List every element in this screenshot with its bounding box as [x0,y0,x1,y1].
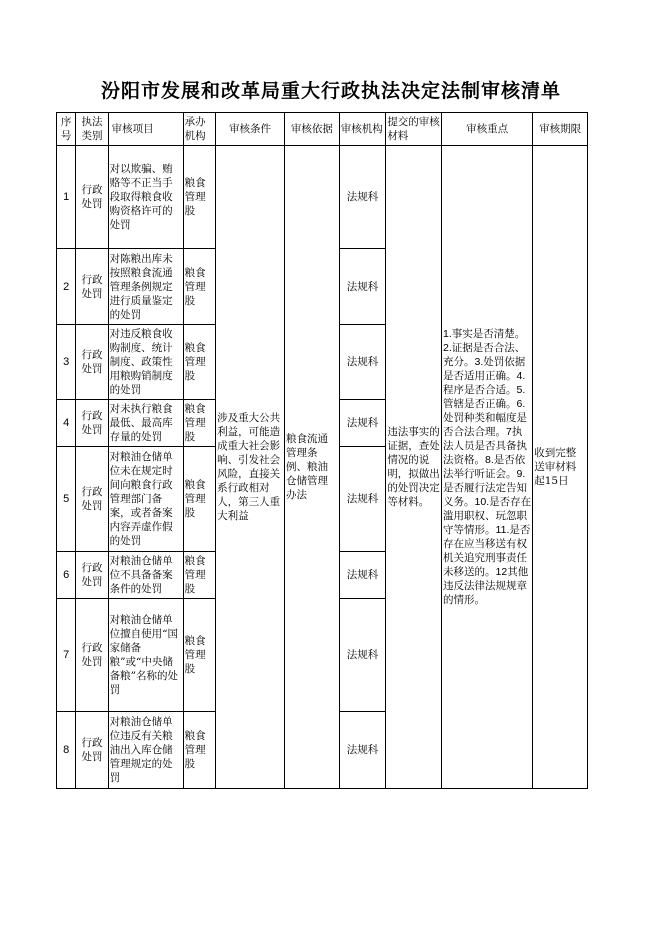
header-basis: 审核依据 [284,113,339,146]
review-basis: 粮食流通管理条例、粮油仓储管理办法 [284,146,339,789]
row-seq: 3 [57,325,76,400]
row-item: 对粮油仓储单位未在规定时间向粮食行政管理部门备案，或者备案内容弄虚作假的处罚 [108,447,183,552]
row-agency: 法规科 [339,325,386,400]
header-condition: 审核条件 [216,113,285,146]
header-materials: 提交的审核材料 [386,113,442,146]
row-seq: 5 [57,447,76,552]
row-item: 对粮油仓储单位擅自使用“国家储备粮”或“中央储备粮”名称的处罚 [108,599,183,712]
table-row [57,146,588,249]
row-agency: 法规科 [339,447,386,552]
row-item: 对以欺骗、贿赂等不正当手段取得粮食收购资格许可的处罚 [108,146,183,249]
row-unit: 粮食管理股 [183,400,215,447]
review-materials: 违法事实的证据，查处情况的说明，拟做出的处罚决定等材料。 [386,146,442,789]
row-unit: 粮食管理股 [183,249,215,325]
header-seq: 序号 [57,113,76,146]
row-unit: 粮食管理股 [183,146,215,249]
row-seq: 1 [57,146,76,249]
row-type: 行政处罚 [76,249,108,325]
header-focus: 审核重点 [442,113,533,146]
row-item: 对陈粮出库未按照粮食流通管理条例规定进行质量鉴定的处罚 [108,249,183,325]
review-table [56,112,588,789]
page-title: 汾阳市发展和改革局重大行政执法决定法制审核清单 [100,80,561,102]
row-agency: 法规科 [339,400,386,447]
row-seq: 4 [57,400,76,447]
header-unit: 承办机构 [183,113,215,146]
header-period: 审核期限 [533,113,588,146]
row-agency: 法规科 [339,599,386,712]
row-type: 行政处罚 [76,400,108,447]
row-unit: 粮食管理股 [183,599,215,712]
row-seq: 2 [57,249,76,325]
row-type: 行政处罚 [76,599,108,712]
row-seq: 7 [57,599,76,712]
review-period: 收到完整送审材料起15日 [533,146,588,789]
header-type: 执法类别 [76,113,108,146]
row-agency: 法规科 [339,146,386,249]
row-type: 行政处罚 [76,552,108,599]
review-condition: 涉及重大公共利益，可能造成重大社会影响、引发社会风险，直接关系行政相对人，第三人重大利益 [216,146,285,789]
row-unit: 粮食管理股 [183,552,215,599]
row-type: 行政处罚 [76,447,108,552]
row-type: 行政处罚 [76,325,108,400]
row-item: 对粮油仓储单位违反有关粮油出入库仓储管理规定的处罚 [108,712,183,789]
row-item: 对违反粮食收购制度、统计制度、政策性用粮购销制度的处罚 [108,325,183,400]
row-unit: 粮食管理股 [183,447,215,552]
row-unit: 粮食管理股 [183,712,215,789]
row-seq: 8 [57,712,76,789]
row-type: 行政处罚 [76,712,108,789]
row-agency: 法规科 [339,552,386,599]
row-unit: 粮食管理股 [183,325,215,400]
header-agency: 审核机构 [339,113,386,146]
row-agency: 法规科 [339,249,386,325]
row-seq: 6 [57,552,76,599]
header-row [57,113,588,146]
row-type: 行政处罚 [76,146,108,249]
row-item: 对未执行粮食最低、最高库存量的处罚 [108,400,183,447]
header-item: 审核项目 [108,113,183,146]
row-agency: 法规科 [339,712,386,789]
review-focus: 1.事实是否清楚。2.证据是否合法、充分。3.处罚依据是否适用正确。4.程序是否合适。5.管辖是否正确。6.处罚种类和幅度是否合法合理。7执法人员是否具备执法资格。8.是否依法举行听证会。9.是否履行法定告知义务。10.是否存在滥用职权、玩忽职守等情形。11.是否存在应当移送有权机关追究刑事责任未移送的。12其他违反法律法规规章的情形。 [442,146,533,789]
row-item: 对粮油仓储单位不具备备案条件的处罚 [108,552,183,599]
